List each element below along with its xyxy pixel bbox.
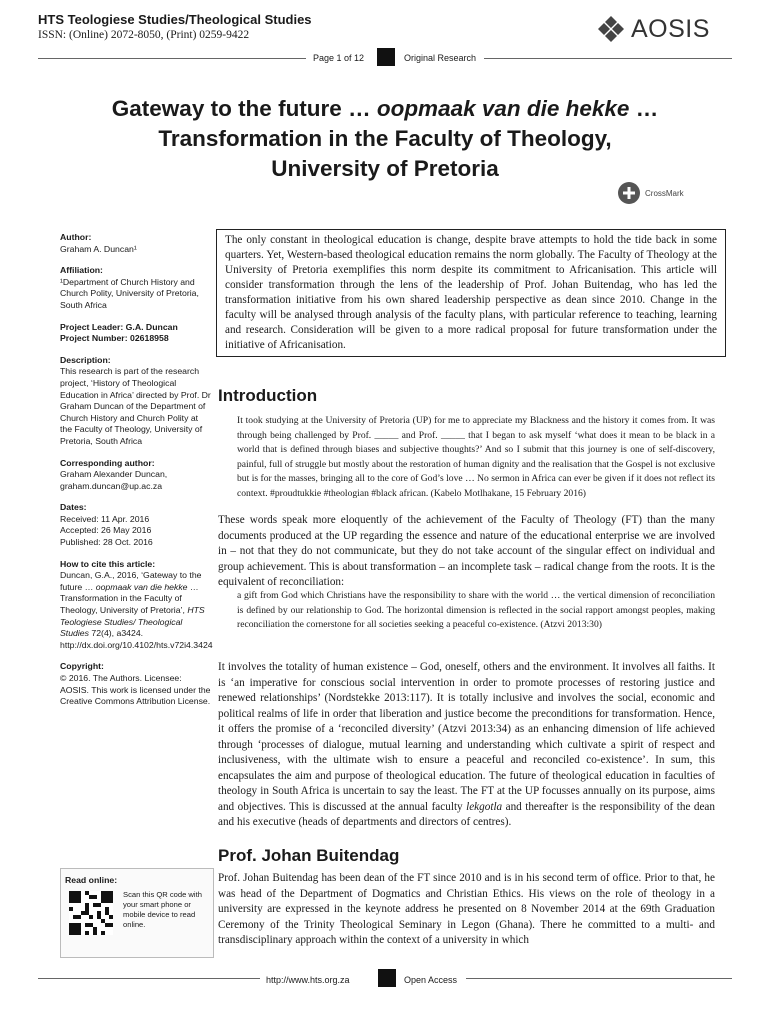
description-block: Description: This research is part of the research project, ‘History of Theological Education in Africa’ directed by Prof. Dr Graham Duncan of the Department of Church History and Church Polity at the Faculty of Theology, University of Pretoria, South Africa xyxy=(60,354,211,446)
project-leader: Project Leader: G.A. Duncan xyxy=(60,321,178,332)
citation-text: Duncan, G.A., 2016, ‘Gateway to the future … oopmaak van die hekke … Transformation in the Faculty of Theology, University of Pretoria’, HTS Teologiese Studies/ Theological Studies 72(4), a3424. http://dx.doi.org/10.4102/hts.v72i4.3424 xyxy=(60,570,213,650)
qr-code-icon[interactable] xyxy=(69,891,113,935)
page-number: Page 1 of 12 xyxy=(313,53,365,63)
title-line-2: Transformation in the Faculty of Theology, xyxy=(158,126,612,151)
copyright-block: Copyright: © 2016. The Authors. Licensee: AOSIS. This work is licensed under the Creative Commons Attribution License. xyxy=(60,661,211,707)
corresponding-name: Graham Alexander Duncan, xyxy=(60,469,168,480)
title-line-1: Gateway to the future … oopmaak van die hekke … xyxy=(111,96,659,121)
footer-rule-right xyxy=(466,978,732,979)
journal-title: HTS Teologiese Studies/Theological Studies xyxy=(38,12,312,27)
header-square-icon xyxy=(377,48,395,66)
intro-quote-1: It took studying at the University of Pretoria (UP) for me to appreciate my Blackness and the history it comes from. It was through being challenged by Prof. _____ and Prof. _____ that I began to ask myself ‘what does it mean to be black in a world that is defined through biases and subjective thoughts?’ And so I submit that this journey is one of self-discovery, painful, full of struggle but mostly about the restoration of human dignity and the realisation that the Gospel is not exclusive but is for the masses, bringing all to the core of God’s love … No sermon in Africa can ever be given if it does not reflect its context. #proudtukkie #theologian #black african. (Kabelo Motlhakane, 15 February 2016) xyxy=(237,415,715,499)
buitendag-paragraph-1: Prof. Johan Buitendag has been dean of the FT since 2010 and is in his second term of office. Prior to that, he was head of the Department of Dogmatics and Christian Ethics. His views on the role of theology in a university are expressed in the keynote address he presented on 8 November 2014 at the 69th Graduation Ceremony of the Trinity Theological Seminary in Legon (Ghana). There he committed to a multi- and transdisciplinary approach within the context of a university in which xyxy=(218,872,715,946)
affiliation-text: ¹Department of Church History and Church Polity, University of Pretoria, South Africa xyxy=(60,276,199,310)
article-title xyxy=(60,94,710,184)
article-type: Original Research xyxy=(404,53,477,63)
doi-link[interactable]: 72(4), a3424. http://dx.doi.org/10.4102/hts.v72i4.3424 xyxy=(60,628,213,650)
section-heading-buitendag: Prof. Johan Buitendag xyxy=(218,846,400,865)
author-name: Graham A. Duncan¹ xyxy=(60,243,137,254)
citation-block: How to cite this article: Duncan, G.A., 2016, ‘Gateway to the future … oopmaak van die hekke … Transformation in the Faculty of Theology, University of Pretoria’, HTS Teologiese Studies/ Theological Studies 72(4), a3424. http://dx.doi.org/10.4102/hts.v72i4.3424 xyxy=(60,558,213,650)
intro-paragraph-2: It involves the totality of human existence – God, oneself, others and the environment. It involves all faiths. It is ‘an imperative for conscious social intervention in order to promote processes of restoring justice and renewed relationships’ (Nordstekke 2013:117). It is totally inclusive and involves the social, economic and political realms of life in order that liberation and justice become the preconditions for transformation. Hence, it offers the promise of a ‘reconciled diversity’ (Atzvi 2013:34) as an enhancing dimension of life achieved through ‘processes of dialogue, mutual learning and understanding which cultivate a spirit of respect and inclusiveness, with the ultimate wish to ensure a peaceful and reconciled co-existence’. In sum, this encapsulates the aim and purpose of theological education. The future of theological education in faculties of theology in South Africa is uncertain to say the least. The FT at the UP focusses annually on its purpose, aims and objectives. This is discussed at the annual faculty lekgotla and thereafter is the responsibility of the dean and his executive (heads of departments and directors of centres). xyxy=(218,661,715,828)
project-block xyxy=(60,322,212,345)
intro-paragraph-1: These words speak more eloquently of the achievement of the Faculty of Theology (FT) than the many documents produced at the UP regarding the essence and nature of the educational enterprise we are involved in – not that they do not communicate, but they do not take account of the singular effect on individual and group achievement. This is about transformation – an incomplete task – radical change from the roots. It is the equivalent of reconciliation: xyxy=(218,514,715,588)
publisher-logo[interactable] xyxy=(597,14,717,44)
date-accepted: Accepted: 26 May 2016 xyxy=(60,525,152,536)
aosis-logo-icon xyxy=(597,15,625,43)
issn: ISSN: (Online) 2072-8050, (Print) 0259-9422 xyxy=(38,29,250,41)
open-access-label: Open Access xyxy=(404,975,458,985)
description-text: This research is part of the research project, ‘History of Theological Education in Africa’ directed by Prof. Dr Graham Duncan of the Department of Church History and Church Polity at the Faculty of Theology, University of Pretoria, South Africa xyxy=(60,366,211,446)
crossmark-label: CrossMark xyxy=(645,188,684,198)
date-published: Published: 28 Oct. 2016 xyxy=(60,537,153,548)
header-rule-right xyxy=(484,58,732,59)
logo-text: AOSIS xyxy=(631,14,710,43)
corresponding-author-block: Corresponding author: Graham Alexander Duncan, graham.duncan@up.ac.za xyxy=(60,458,212,493)
journal-url-link[interactable]: http://www.hts.org.za xyxy=(266,975,350,985)
title-line-3: University of Pretoria xyxy=(271,156,499,181)
crossmark-badge[interactable] xyxy=(617,180,713,206)
copyright-text: © 2016. The Authors. Licensee: AOSIS. This work is licensed under the Creative Commons Attribution License. xyxy=(60,673,211,707)
article-info-sidebar xyxy=(60,232,212,718)
introduction-heading: Introduction xyxy=(218,386,318,405)
author-block: Author: Graham A. Duncan¹ xyxy=(60,232,212,255)
corresponding-email-link[interactable]: graham.duncan@up.ac.za xyxy=(60,480,163,491)
footer-rule-left xyxy=(38,978,260,979)
date-received: Received: 11 Apr. 2016 xyxy=(60,513,150,524)
read-online-heading: Read online: xyxy=(65,875,118,885)
project-number: Project Number: 02618958 xyxy=(60,333,169,344)
read-online-text: Scan this QR code with your smart phone or mobile device to read online. xyxy=(123,890,202,929)
crossmark-icon xyxy=(617,181,641,205)
affiliation-block: Affiliation: ¹Department of Church History and Church Polity, University of Pretoria, South Africa xyxy=(60,265,212,311)
read-online-box xyxy=(60,868,214,958)
header-rule-left xyxy=(38,58,306,59)
dates-block: Dates: Received: 11 Apr. 2016 Accepted: 26 May 2016 Published: 28 Oct. 2016 xyxy=(60,502,212,548)
intro-quote-2: a gift from God which Christians have the responsibility to share with the world … the vertical dimension of reconciliation is defined by our relationship to God. The horizontal dimension is reflected in the social rapport amongst peoples, making reconciliation the cornerstone for all societies seeking a peaceful co-existence. (Atzvi 2013:30) xyxy=(237,590,715,630)
abstract-box: The only constant in theological education is change, despite brave attempts to hold the tide back in some quarters. Yet, Western-based theological education remains the norm globally. The Faculty of Theology at the University of Pretoria exemplifies this norm despite its commitment to Africanisation. This article will consider transformation through the lens of the leadership of Prof. Johan Buitendag, who has led the transformation initiative from his own shared leadership perspective as dean since 2010. Change in the faculty will be analysed through analysis of the faculty plans, with particular reference to teaching, learning and research. Consideration will be given to a more radical proposal for future transformation under the initiative of Africanisation. xyxy=(216,229,726,357)
footer-square-icon xyxy=(378,969,396,987)
